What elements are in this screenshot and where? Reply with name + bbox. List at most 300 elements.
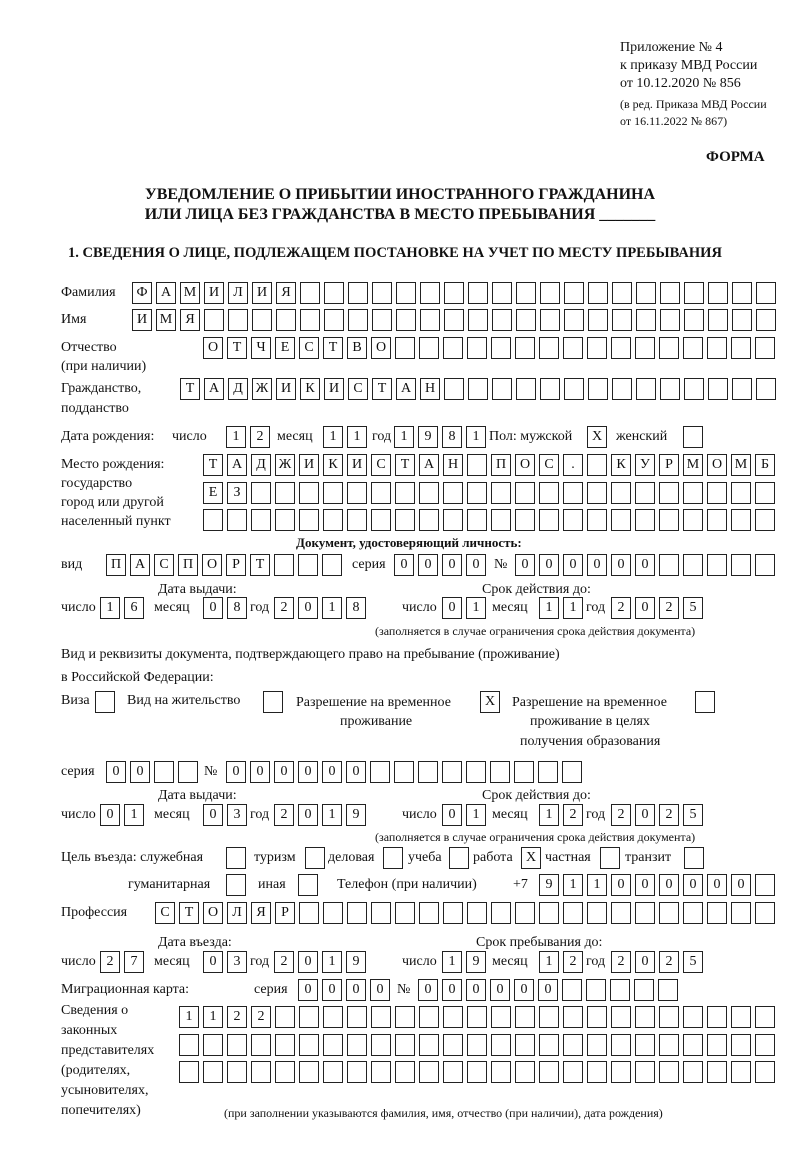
char-cell[interactable] xyxy=(708,282,728,304)
char-cell[interactable]: И xyxy=(252,282,272,304)
char-cell[interactable] xyxy=(683,902,703,924)
char-cell[interactable]: . xyxy=(563,454,583,476)
char-cell[interactable]: 0 xyxy=(514,979,534,1001)
char-cell[interactable]: П xyxy=(106,554,126,576)
char-cell[interactable]: 0 xyxy=(587,554,607,576)
char-cell[interactable]: 9 xyxy=(346,951,366,973)
char-cell[interactable] xyxy=(298,874,318,896)
char-cell[interactable]: Е xyxy=(203,482,223,504)
char-cell[interactable] xyxy=(731,902,751,924)
id-number-field[interactable] xyxy=(515,554,775,576)
char-cell[interactable]: 0 xyxy=(346,979,366,1001)
char-cell[interactable] xyxy=(419,902,439,924)
char-cell[interactable] xyxy=(228,309,248,331)
char-cell[interactable] xyxy=(587,1006,607,1028)
char-cell[interactable]: 1 xyxy=(466,804,486,826)
char-cell[interactable] xyxy=(443,902,463,924)
char-cell[interactable] xyxy=(467,1061,487,1083)
char-cell[interactable]: Б xyxy=(755,454,775,476)
char-cell[interactable] xyxy=(324,309,344,331)
char-cell[interactable] xyxy=(323,482,343,504)
char-cell[interactable] xyxy=(444,309,464,331)
char-cell[interactable] xyxy=(419,509,439,531)
char-cell[interactable] xyxy=(419,1006,439,1028)
char-cell[interactable]: 2 xyxy=(563,804,583,826)
char-cell[interactable] xyxy=(492,282,512,304)
char-cell[interactable] xyxy=(563,1034,583,1056)
char-cell[interactable]: 0 xyxy=(731,874,751,896)
birth-month-field[interactable] xyxy=(323,426,367,448)
char-cell[interactable] xyxy=(684,309,704,331)
char-cell[interactable]: 0 xyxy=(466,979,486,1001)
char-cell[interactable] xyxy=(732,309,752,331)
char-cell[interactable] xyxy=(203,1061,223,1083)
char-cell[interactable] xyxy=(588,282,608,304)
char-cell[interactable]: 1 xyxy=(100,597,120,619)
char-cell[interactable] xyxy=(563,482,583,504)
char-cell[interactable]: 0 xyxy=(298,951,318,973)
char-cell[interactable] xyxy=(444,378,464,400)
char-cell[interactable] xyxy=(227,509,247,531)
stay-until-year[interactable] xyxy=(611,951,703,973)
char-cell[interactable] xyxy=(731,337,751,359)
char-cell[interactable] xyxy=(467,902,487,924)
char-cell[interactable]: 0 xyxy=(635,951,655,973)
char-cell[interactable] xyxy=(756,378,776,400)
char-cell[interactable] xyxy=(348,309,368,331)
char-cell[interactable] xyxy=(443,1006,463,1028)
char-cell[interactable] xyxy=(443,482,463,504)
char-cell[interactable] xyxy=(305,847,325,869)
char-cell[interactable]: К xyxy=(323,454,343,476)
char-cell[interactable] xyxy=(372,309,392,331)
char-cell[interactable] xyxy=(563,1061,583,1083)
char-cell[interactable] xyxy=(539,337,559,359)
char-cell[interactable] xyxy=(419,482,439,504)
char-cell[interactable] xyxy=(659,1061,679,1083)
char-cell[interactable]: X xyxy=(587,426,607,448)
char-cell[interactable] xyxy=(347,1034,367,1056)
char-cell[interactable] xyxy=(756,282,776,304)
char-cell[interactable]: 0 xyxy=(707,874,727,896)
char-cell[interactable]: Т xyxy=(180,378,200,400)
char-cell[interactable] xyxy=(203,1034,223,1056)
char-cell[interactable] xyxy=(540,282,560,304)
char-cell[interactable] xyxy=(611,1034,631,1056)
char-cell[interactable] xyxy=(298,554,318,576)
name-field[interactable] xyxy=(132,309,776,331)
char-cell[interactable] xyxy=(467,337,487,359)
char-cell[interactable] xyxy=(394,761,414,783)
char-cell[interactable]: З xyxy=(227,482,247,504)
char-cell[interactable] xyxy=(515,1061,535,1083)
char-cell[interactable] xyxy=(516,309,536,331)
char-cell[interactable]: 0 xyxy=(106,761,126,783)
char-cell[interactable] xyxy=(371,509,391,531)
char-cell[interactable]: 1 xyxy=(539,951,559,973)
char-cell[interactable] xyxy=(707,509,727,531)
char-cell[interactable] xyxy=(731,554,751,576)
char-cell[interactable]: 9 xyxy=(539,874,559,896)
reps-field-1[interactable] xyxy=(179,1006,775,1028)
char-cell[interactable]: У xyxy=(635,454,655,476)
char-cell[interactable] xyxy=(683,1034,703,1056)
char-cell[interactable]: А xyxy=(156,282,176,304)
char-cell[interactable]: 0 xyxy=(370,979,390,1001)
char-cell[interactable]: 0 xyxy=(100,804,120,826)
purpose-work-checkbox[interactable] xyxy=(521,847,541,869)
entry-month[interactable] xyxy=(203,951,247,973)
char-cell[interactable]: 1 xyxy=(442,951,462,973)
char-cell[interactable] xyxy=(299,1061,319,1083)
char-cell[interactable] xyxy=(755,874,775,896)
char-cell[interactable] xyxy=(540,378,560,400)
char-cell[interactable] xyxy=(707,1034,727,1056)
char-cell[interactable] xyxy=(467,1034,487,1056)
char-cell[interactable] xyxy=(263,691,283,713)
purpose-service-checkbox[interactable] xyxy=(226,847,246,869)
char-cell[interactable]: 2 xyxy=(659,804,679,826)
char-cell[interactable] xyxy=(538,761,558,783)
char-cell[interactable] xyxy=(443,1061,463,1083)
char-cell[interactable] xyxy=(300,309,320,331)
char-cell[interactable] xyxy=(275,509,295,531)
char-cell[interactable] xyxy=(587,454,607,476)
char-cell[interactable] xyxy=(540,309,560,331)
char-cell[interactable]: 0 xyxy=(683,874,703,896)
char-cell[interactable]: 0 xyxy=(515,554,535,576)
char-cell[interactable] xyxy=(370,761,390,783)
char-cell[interactable] xyxy=(467,509,487,531)
char-cell[interactable] xyxy=(563,1006,583,1028)
char-cell[interactable] xyxy=(515,902,535,924)
purpose-tourism-checkbox[interactable] xyxy=(305,847,325,869)
char-cell[interactable] xyxy=(683,554,703,576)
char-cell[interactable]: 0 xyxy=(418,979,438,1001)
char-cell[interactable] xyxy=(731,1006,751,1028)
char-cell[interactable] xyxy=(516,282,536,304)
char-cell[interactable] xyxy=(515,1006,535,1028)
char-cell[interactable] xyxy=(468,309,488,331)
char-cell[interactable]: 2 xyxy=(251,1006,271,1028)
char-cell[interactable]: Ж xyxy=(252,378,272,400)
char-cell[interactable] xyxy=(563,902,583,924)
stay-until-day[interactable] xyxy=(442,951,486,973)
char-cell[interactable] xyxy=(322,554,342,576)
char-cell[interactable] xyxy=(251,1061,271,1083)
char-cell[interactable] xyxy=(347,509,367,531)
char-cell[interactable]: И xyxy=(132,309,152,331)
char-cell[interactable]: Я xyxy=(180,309,200,331)
char-cell[interactable] xyxy=(539,1061,559,1083)
sex-female-checkbox[interactable] xyxy=(683,426,703,448)
char-cell[interactable]: 1 xyxy=(466,426,486,448)
char-cell[interactable]: А xyxy=(130,554,150,576)
char-cell[interactable] xyxy=(323,902,343,924)
char-cell[interactable]: 0 xyxy=(130,761,150,783)
char-cell[interactable]: А xyxy=(204,378,224,400)
char-cell[interactable] xyxy=(612,309,632,331)
char-cell[interactable] xyxy=(95,691,115,713)
char-cell[interactable] xyxy=(587,902,607,924)
char-cell[interactable] xyxy=(755,1034,775,1056)
char-cell[interactable] xyxy=(612,378,632,400)
char-cell[interactable]: Д xyxy=(228,378,248,400)
char-cell[interactable] xyxy=(732,378,752,400)
char-cell[interactable] xyxy=(683,337,703,359)
char-cell[interactable] xyxy=(420,309,440,331)
reps-field-2[interactable] xyxy=(179,1034,775,1056)
char-cell[interactable]: С xyxy=(154,554,174,576)
char-cell[interactable] xyxy=(226,874,246,896)
char-cell[interactable]: А xyxy=(227,454,247,476)
char-cell[interactable] xyxy=(466,761,486,783)
char-cell[interactable] xyxy=(588,378,608,400)
char-cell[interactable] xyxy=(467,482,487,504)
char-cell[interactable]: С xyxy=(155,902,175,924)
char-cell[interactable] xyxy=(347,902,367,924)
char-cell[interactable]: 2 xyxy=(563,951,583,973)
char-cell[interactable]: О xyxy=(515,454,535,476)
char-cell[interactable]: 0 xyxy=(322,979,342,1001)
char-cell[interactable]: 1 xyxy=(466,597,486,619)
char-cell[interactable]: 0 xyxy=(346,761,366,783)
char-cell[interactable] xyxy=(635,902,655,924)
char-cell[interactable] xyxy=(611,902,631,924)
char-cell[interactable]: 1 xyxy=(124,804,144,826)
char-cell[interactable]: 9 xyxy=(418,426,438,448)
char-cell[interactable] xyxy=(514,761,534,783)
char-cell[interactable] xyxy=(491,337,511,359)
char-cell[interactable] xyxy=(755,1006,775,1028)
char-cell[interactable] xyxy=(371,1061,391,1083)
char-cell[interactable] xyxy=(708,309,728,331)
char-cell[interactable] xyxy=(418,761,438,783)
char-cell[interactable]: 0 xyxy=(563,554,583,576)
stay-valid-day[interactable] xyxy=(442,804,486,826)
citizenship-field[interactable] xyxy=(180,378,776,400)
char-cell[interactable] xyxy=(563,509,583,531)
char-cell[interactable] xyxy=(732,282,752,304)
char-cell[interactable] xyxy=(635,1006,655,1028)
char-cell[interactable] xyxy=(683,426,703,448)
char-cell[interactable]: К xyxy=(611,454,631,476)
char-cell[interactable] xyxy=(178,761,198,783)
char-cell[interactable] xyxy=(635,482,655,504)
char-cell[interactable]: 1 xyxy=(563,597,583,619)
char-cell[interactable]: 0 xyxy=(635,597,655,619)
char-cell[interactable]: М xyxy=(731,454,751,476)
char-cell[interactable]: X xyxy=(480,691,500,713)
stay-series-field[interactable] xyxy=(106,761,198,783)
char-cell[interactable] xyxy=(443,337,463,359)
char-cell[interactable]: Т xyxy=(203,454,223,476)
char-cell[interactable] xyxy=(419,1061,439,1083)
char-cell[interactable] xyxy=(515,1034,535,1056)
char-cell[interactable] xyxy=(731,1061,751,1083)
char-cell[interactable]: 8 xyxy=(227,597,247,619)
char-cell[interactable] xyxy=(564,378,584,400)
char-cell[interactable] xyxy=(275,482,295,504)
char-cell[interactable] xyxy=(299,509,319,531)
char-cell[interactable] xyxy=(731,482,751,504)
stay-valid-month[interactable] xyxy=(539,804,583,826)
char-cell[interactable]: В xyxy=(347,337,367,359)
char-cell[interactable]: 0 xyxy=(394,554,414,576)
char-cell[interactable]: 2 xyxy=(100,951,120,973)
char-cell[interactable]: Н xyxy=(443,454,463,476)
id-valid-day[interactable] xyxy=(442,597,486,619)
char-cell[interactable]: 5 xyxy=(683,804,703,826)
profession-field[interactable] xyxy=(155,902,775,924)
char-cell[interactable]: Я xyxy=(276,282,296,304)
char-cell[interactable] xyxy=(395,1034,415,1056)
char-cell[interactable]: П xyxy=(178,554,198,576)
char-cell[interactable] xyxy=(515,509,535,531)
char-cell[interactable] xyxy=(275,1006,295,1028)
char-cell[interactable] xyxy=(396,309,416,331)
char-cell[interactable]: 0 xyxy=(442,804,462,826)
char-cell[interactable] xyxy=(275,1061,295,1083)
char-cell[interactable] xyxy=(562,979,582,1001)
surname-field[interactable] xyxy=(132,282,776,304)
char-cell[interactable] xyxy=(539,1006,559,1028)
char-cell[interactable]: 1 xyxy=(322,804,342,826)
char-cell[interactable]: 1 xyxy=(322,951,342,973)
char-cell[interactable] xyxy=(323,1034,343,1056)
id-issue-year[interactable] xyxy=(274,597,366,619)
char-cell[interactable] xyxy=(491,902,511,924)
char-cell[interactable]: С xyxy=(539,454,559,476)
char-cell[interactable]: Т xyxy=(227,337,247,359)
char-cell[interactable] xyxy=(323,509,343,531)
char-cell[interactable] xyxy=(179,1034,199,1056)
char-cell[interactable] xyxy=(755,554,775,576)
char-cell[interactable]: Л xyxy=(228,282,248,304)
char-cell[interactable] xyxy=(684,378,704,400)
char-cell[interactable]: 0 xyxy=(442,554,462,576)
char-cell[interactable] xyxy=(562,761,582,783)
char-cell[interactable] xyxy=(491,1061,511,1083)
char-cell[interactable] xyxy=(395,509,415,531)
char-cell[interactable] xyxy=(419,1034,439,1056)
char-cell[interactable] xyxy=(371,1034,391,1056)
reps-field-3[interactable] xyxy=(179,1061,775,1083)
char-cell[interactable]: Ж xyxy=(275,454,295,476)
purpose-study-checkbox[interactable] xyxy=(449,847,469,869)
purpose-business-checkbox[interactable] xyxy=(383,847,403,869)
char-cell[interactable] xyxy=(299,1034,319,1056)
char-cell[interactable] xyxy=(491,1034,511,1056)
char-cell[interactable]: 0 xyxy=(298,979,318,1001)
char-cell[interactable] xyxy=(563,337,583,359)
char-cell[interactable] xyxy=(395,902,415,924)
char-cell[interactable]: И xyxy=(324,378,344,400)
char-cell[interactable] xyxy=(251,482,271,504)
char-cell[interactable] xyxy=(660,309,680,331)
char-cell[interactable] xyxy=(707,1061,727,1083)
char-cell[interactable] xyxy=(442,761,462,783)
char-cell[interactable]: 9 xyxy=(346,804,366,826)
char-cell[interactable] xyxy=(395,482,415,504)
birthplace-field-3[interactable] xyxy=(203,509,775,531)
char-cell[interactable] xyxy=(539,509,559,531)
char-cell[interactable] xyxy=(684,282,704,304)
char-cell[interactable] xyxy=(636,309,656,331)
char-cell[interactable] xyxy=(755,902,775,924)
char-cell[interactable] xyxy=(539,1034,559,1056)
char-cell[interactable]: 0 xyxy=(322,761,342,783)
char-cell[interactable] xyxy=(611,1006,631,1028)
char-cell[interactable] xyxy=(707,337,727,359)
char-cell[interactable]: 0 xyxy=(466,554,486,576)
char-cell[interactable]: С xyxy=(299,337,319,359)
char-cell[interactable]: 2 xyxy=(274,804,294,826)
visa-checkbox[interactable] xyxy=(95,691,115,713)
id-issue-month[interactable] xyxy=(203,597,247,619)
char-cell[interactable]: С xyxy=(371,454,391,476)
char-cell[interactable] xyxy=(659,554,679,576)
char-cell[interactable] xyxy=(371,482,391,504)
char-cell[interactable] xyxy=(299,1006,319,1028)
char-cell[interactable] xyxy=(299,482,319,504)
char-cell[interactable] xyxy=(707,554,727,576)
char-cell[interactable] xyxy=(600,847,620,869)
char-cell[interactable] xyxy=(227,1034,247,1056)
char-cell[interactable] xyxy=(468,282,488,304)
char-cell[interactable] xyxy=(611,482,631,504)
char-cell[interactable] xyxy=(443,509,463,531)
char-cell[interactable]: 0 xyxy=(203,951,223,973)
char-cell[interactable]: О xyxy=(203,902,223,924)
char-cell[interactable] xyxy=(371,1006,391,1028)
char-cell[interactable] xyxy=(348,282,368,304)
char-cell[interactable]: М xyxy=(683,454,703,476)
char-cell[interactable] xyxy=(755,482,775,504)
char-cell[interactable] xyxy=(635,1034,655,1056)
char-cell[interactable]: 3 xyxy=(227,951,247,973)
char-cell[interactable]: 1 xyxy=(394,426,414,448)
char-cell[interactable] xyxy=(516,378,536,400)
residence-checkbox[interactable] xyxy=(263,691,283,713)
char-cell[interactable] xyxy=(611,509,631,531)
char-cell[interactable] xyxy=(587,1034,607,1056)
purpose-private-checkbox[interactable] xyxy=(600,847,620,869)
char-cell[interactable]: Ч xyxy=(251,337,271,359)
char-cell[interactable]: 0 xyxy=(635,874,655,896)
char-cell[interactable]: 0 xyxy=(274,761,294,783)
char-cell[interactable] xyxy=(490,761,510,783)
stay-issue-day[interactable] xyxy=(100,804,144,826)
char-cell[interactable]: 2 xyxy=(611,804,631,826)
char-cell[interactable] xyxy=(396,282,416,304)
char-cell[interactable] xyxy=(683,482,703,504)
char-cell[interactable]: М xyxy=(180,282,200,304)
char-cell[interactable] xyxy=(251,1034,271,1056)
migration-number-field[interactable] xyxy=(418,979,678,1001)
char-cell[interactable]: 0 xyxy=(659,874,679,896)
char-cell[interactable] xyxy=(227,1061,247,1083)
char-cell[interactable] xyxy=(154,761,174,783)
char-cell[interactable]: Е xyxy=(275,337,295,359)
stay-number-field[interactable] xyxy=(226,761,582,783)
id-kind-field[interactable] xyxy=(106,554,342,576)
char-cell[interactable] xyxy=(707,1006,727,1028)
char-cell[interactable]: 6 xyxy=(124,597,144,619)
char-cell[interactable] xyxy=(299,902,319,924)
char-cell[interactable]: П xyxy=(491,454,511,476)
migration-series-field[interactable] xyxy=(298,979,390,1001)
